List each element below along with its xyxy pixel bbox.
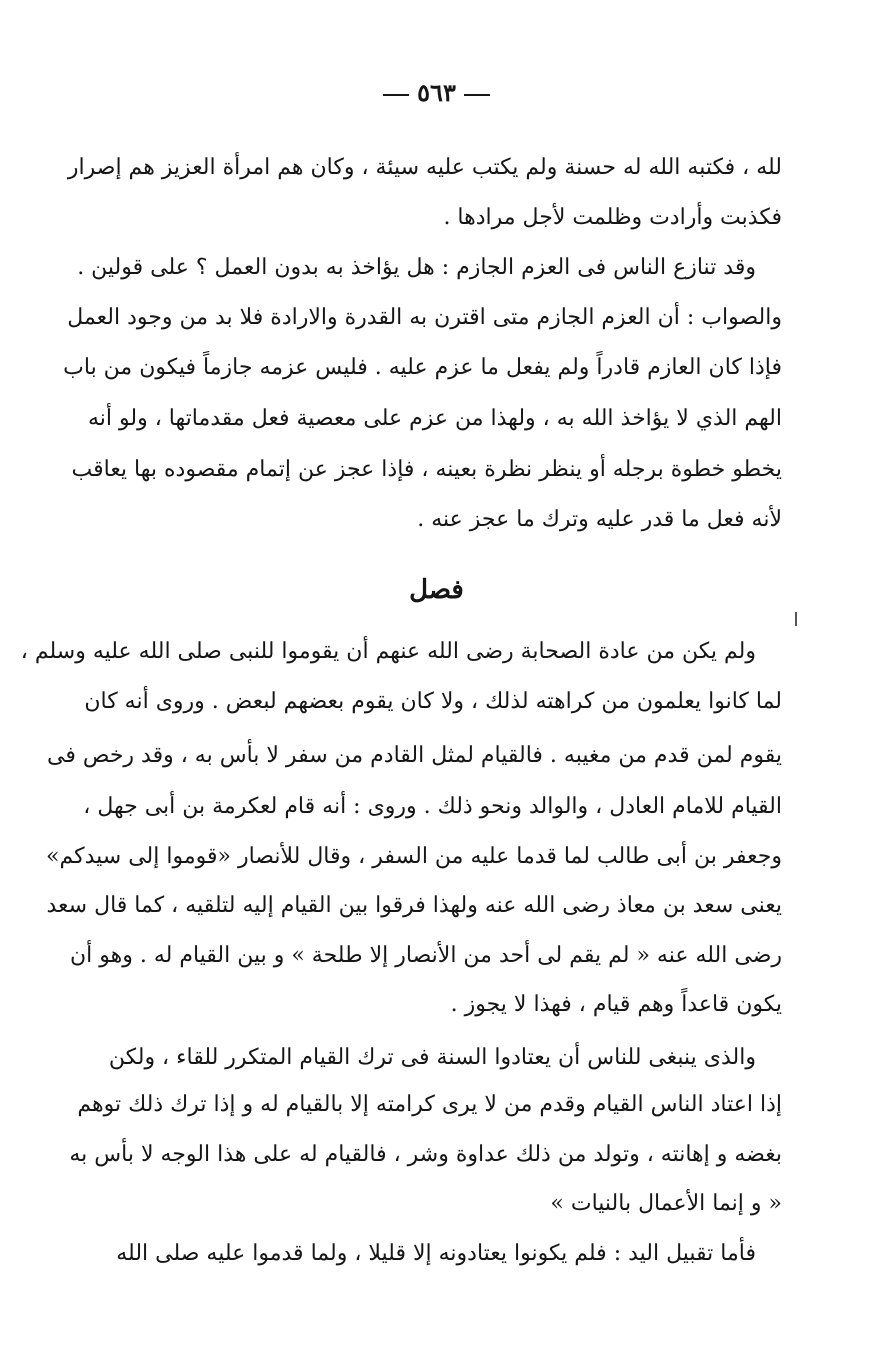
text-line: وقد تنازع الناس فى العزم الجازم : هل يؤاخذ به بدون العمل ؟ على قولين . [77, 255, 756, 280]
text-line: والذى ينبغى للناس أن يعتادوا السنة فى ترك القيام المتكرر للقاء ، ولكن [108, 1045, 756, 1070]
text-line: يكون قاعداً وهم قيام ، فهذا لا يجوز . [450, 992, 782, 1017]
text-line: رضى الله عنه « لم يقم لى أحد من الأنصار إلا طلحة » و بين القيام له . وهو أن [70, 943, 782, 968]
text-line: « و إنما الأعمال بالنيات » [550, 1191, 782, 1216]
text-line: بغضه و إهانته ، وتولد من ذلك عداوة وشر ، فالقيام له على هذا الوجه لا بأس به [69, 1142, 782, 1167]
text-line: لما كانوا يعلمون من كراهته لذلك ، ولا كان يقوم بعضهم لبعض . وروى أنه كان [84, 689, 782, 714]
page-number-dash-right [464, 94, 490, 96]
text-line: يخطو خطوة برجله أو ينظر نظرة بعينه ، فإذا عجز عن إتمام مقصوده بها يعاقب [71, 457, 782, 482]
text-line: لله ، فكتبه الله له حسنة ولم يكتب عليه سيئة ، وكان هم امرأة العزيز هم إصرار [67, 155, 782, 180]
page-number-text: ٥٦٣ [417, 78, 456, 107]
section-heading: فصل [409, 575, 464, 605]
text-line: الهم الذي لا يؤاخذ الله به ، ولهذا من عزم على معصية فعل مقدماتها ، ولو أنه [87, 406, 782, 431]
text-line: يقوم لمن قدم من مغيبه . فالقيام لمثل القادم من سفر لا بأس به ، وقد رخص فى [47, 743, 782, 768]
text-line: لأنه فعل ما قدر عليه وترك ما عجز عنه . [417, 507, 782, 532]
text-line: فإذا كان العازم قادراً ولم يفعل ما عزم عليه . فليس عزمه جازماً فيكون من باب [63, 355, 782, 380]
text-line: وجعفر بن أبى طالب لما قدما عليه من السفر ، وقال للأنصار «قوموا إلى سيدكم» [46, 844, 782, 869]
text-line: فكذبت وأرادت وظلمت لأجل مرادها . [443, 205, 782, 230]
text-line: ولم يكن من عادة الصحابة رضى الله عنهم أن يقوموا للنبى صلى الله عليه وسلم ، [20, 639, 756, 664]
text-line: القيام للامام العادل ، والوالد ونحو ذلك . وروى : أنه قام لعكرمة بن أبى جهل ، [83, 794, 782, 819]
text-line: إذا اعتاد الناس القيام وقدم من لا يرى كرامته إلا بالقيام له و إذا ترك ذلك توهم [77, 1092, 782, 1117]
page-number-dash-left [383, 94, 409, 96]
page-number [0, 78, 873, 107]
text-line: يعنى سعد بن معاذ رضى الله عنه ولهذا فرقوا بين القيام إليه لتلقيه ، كما قال سعد [46, 893, 782, 918]
margin-mark [795, 612, 797, 626]
text-line: فأما تقبيل اليد : فلم يكونوا يعتادونه إلا قليلا ، ولما قدموا عليه صلى الله [116, 1241, 756, 1266]
text-line: والصواب : أن العزم الجازم متى اقترن به القدرة والارادة فلا بد من وجود العمل [67, 305, 782, 330]
